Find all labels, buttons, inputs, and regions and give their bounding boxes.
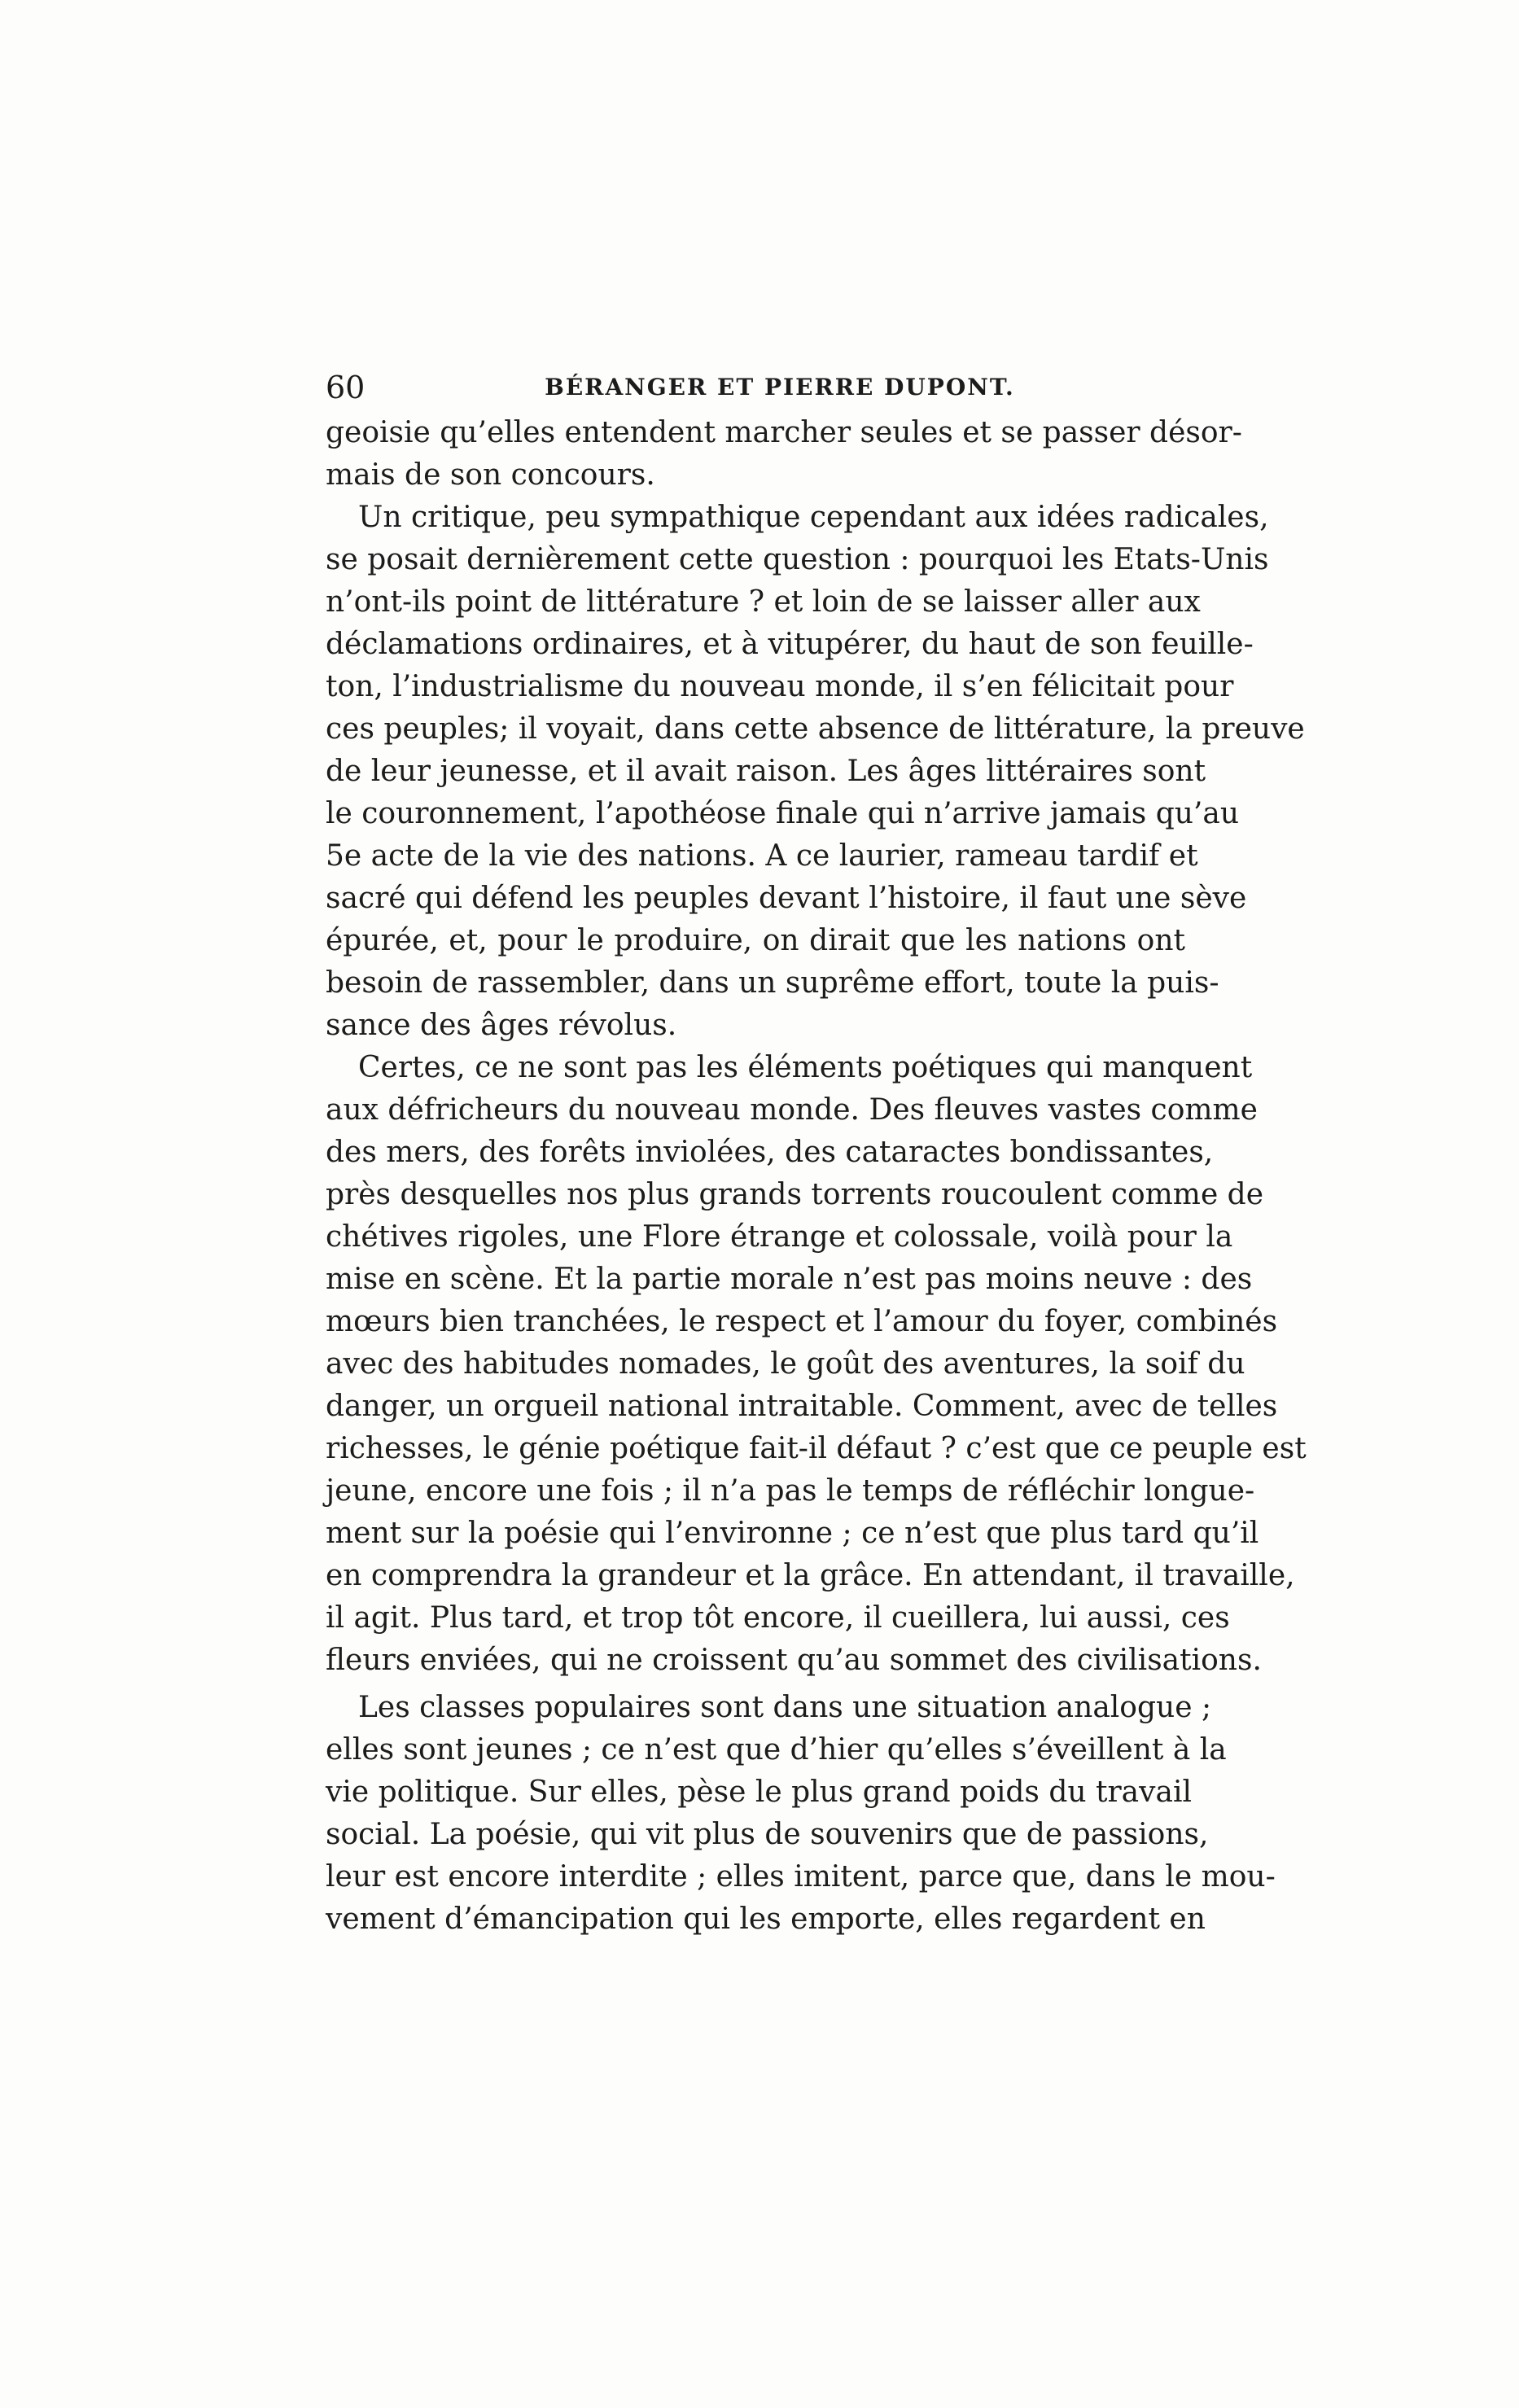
text-line: ment sur la poésie qui l’environne ; ce n’est que plus tard qu’il	[326, 1517, 1259, 1550]
text-line: besoin de rassembler, dans un suprême effort, toute la puis-	[326, 966, 1219, 1000]
text-line: richesses, le génie poétique fait-il défaut ? c’est que ce peuple est	[326, 1432, 1307, 1465]
text-line: de leur jeunesse, et il avait raison. Les âges littéraires sont	[326, 755, 1206, 788]
text-line: danger, un orgueil national intraitable. Comment, avec de telles	[326, 1390, 1278, 1423]
paragraph	[326, 1047, 1307, 1682]
text-line: ton, l’industrialisme du nouveau monde, il s’en félicitait pour	[326, 670, 1234, 703]
text-line: se posait dernièrement cette question : pourquoi les Etats-Unis	[326, 543, 1269, 576]
text-line: avec des habitudes nomades, le goût des aventures, la soif du	[326, 1347, 1245, 1381]
text-line: fleurs enviées, qui ne croissent qu’au sommet des civilisations.	[326, 1644, 1262, 1677]
text-line: sacré qui défend les peuples devant l’histoire, il faut une sève	[326, 882, 1247, 915]
paragraph	[326, 412, 1242, 497]
text-line: mise en scène. Et la partie morale n’est pas moins neuve : des	[326, 1263, 1253, 1296]
text-line: jeune, encore une fois ; il n’a pas le temps de réfléchir longue-	[326, 1474, 1255, 1508]
text-line: Certes, ce ne sont pas les éléments poétiques qui manquent	[358, 1051, 1253, 1084]
text-line: n’ont-ils point de littérature ? et loin de se laisser aller aux	[326, 585, 1201, 619]
text-line: elles sont jeunes ; ce n’est que d’hier qu’elles s’éveillent à la	[326, 1733, 1227, 1767]
text-line: Un critique, peu sympathique cependant aux idées radicales,	[358, 501, 1269, 534]
text-line: vie politique. Sur elles, pèse le plus grand poids du travail	[326, 1775, 1192, 1809]
text-line: ces peuples; il voyait, dans cette absence de littérature, la preuve	[326, 712, 1305, 746]
text-line: mais de son concours.	[326, 458, 655, 492]
text-line: près desquelles nos plus grands torrents roucoulent comme de	[326, 1178, 1264, 1211]
text-line: leur est encore interdite ; elles imitent, parce que, dans le mou-	[326, 1860, 1276, 1894]
text-line: geoisie qu’elles entendent marcher seules et se passer désor-	[326, 416, 1242, 449]
text-line: social. La poésie, qui vit plus de souvenirs que de passions,	[326, 1818, 1209, 1851]
text-line: sance des âges révolus.	[326, 1009, 677, 1042]
text-line: aux défricheurs du nouveau monde. Des fleuves vastes comme	[326, 1093, 1258, 1127]
page-header	[326, 363, 1185, 412]
text-line: mœurs bien tranchées, le respect et l’amour du foyer, combinés	[326, 1305, 1278, 1338]
text-line: en comprendra la grandeur et la grâce. En attendant, il travaille,	[326, 1559, 1295, 1592]
text-line: vement d’émancipation qui les emporte, elles regardent en	[326, 1902, 1206, 1936]
paragraph	[326, 497, 1305, 1047]
running-title: BÉRANGER ET PIERRE DUPONT.	[545, 374, 1015, 401]
text-line: des mers, des forêts inviolées, des cataractes bondissantes,	[326, 1136, 1214, 1169]
text-line: il agit. Plus tard, et trop tôt encore, il cueillera, lui aussi, ces	[326, 1601, 1230, 1635]
body-text	[326, 412, 1307, 1941]
text-line: 5e acte de la vie des nations. A ce laurier, rameau tardif et	[326, 839, 1198, 873]
text-line: le couronnement, l’apothéose finale qui n’arrive jamais qu’au	[326, 797, 1240, 830]
paragraph	[326, 1687, 1276, 1941]
page-number: 60	[326, 370, 366, 405]
text-line: déclamations ordinaires, et à vitupérer, du haut de son feuille-	[326, 628, 1254, 661]
text-line: chétives rigoles, une Flore étrange et colossale, voilà pour la	[326, 1220, 1233, 1254]
text-line: épurée, et, pour le produire, on dirait que les nations ont	[326, 924, 1185, 957]
text-line: Les classes populaires sont dans une situation analogue ;	[358, 1691, 1212, 1724]
